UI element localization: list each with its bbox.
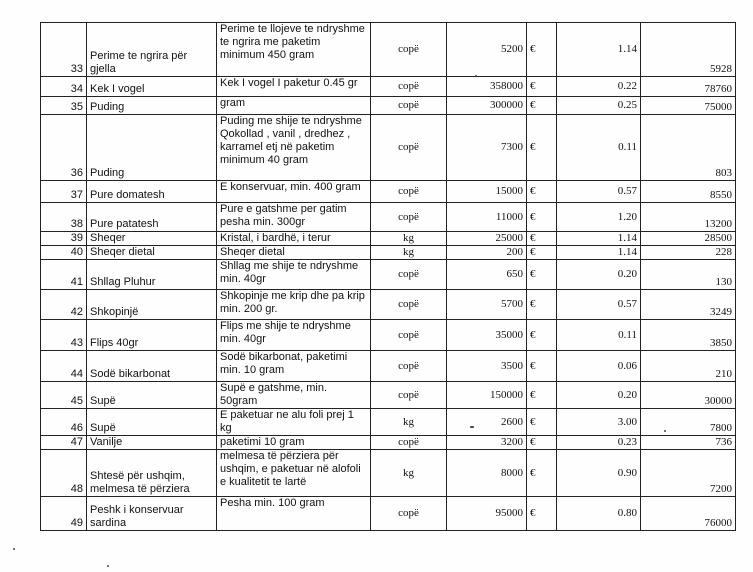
table-row — [41, 320, 736, 351]
row-number: 46 — [41, 409, 87, 436]
item-name: Puding — [87, 97, 217, 115]
item-name: Puding — [87, 115, 217, 181]
table-row — [41, 351, 736, 382]
row-number: 41 — [41, 260, 87, 290]
item-description: Kristal, i bardhë, i terur — [217, 232, 371, 246]
item-description: Flips me shije te ndryshme min. 40gr — [217, 320, 371, 351]
line-total: 75000 — [641, 97, 736, 115]
item-description: Kek I vogel I paketur 0.45 gr — [217, 77, 371, 97]
row-number: 35 — [41, 97, 87, 115]
unit-price: 0.11 — [557, 115, 641, 181]
currency-symbol: € — [527, 320, 557, 351]
quantity: 5200 — [447, 23, 527, 77]
quantity: 15000 — [447, 181, 527, 203]
currency-symbol: € — [527, 351, 557, 382]
table-row — [41, 497, 736, 531]
item-name: Vanilje — [87, 436, 217, 450]
price-table — [40, 22, 736, 531]
currency-symbol: € — [527, 181, 557, 203]
quantity: 25000 — [447, 232, 527, 246]
unit-price: 1.14 — [557, 232, 641, 246]
currency-symbol: € — [527, 436, 557, 450]
item-description: Shllag me shije te ndryshme min. 40gr — [217, 260, 371, 290]
row-number: 42 — [41, 290, 87, 320]
line-total: 3249 — [641, 290, 736, 320]
quantity: 3500 — [447, 351, 527, 382]
currency-symbol: € — [527, 246, 557, 260]
row-number: 40 — [41, 246, 87, 260]
item-name: Flips 40gr — [87, 320, 217, 351]
quantity: 3200 — [447, 436, 527, 450]
item-description: Supë e gatshme, min. 50gram — [217, 382, 371, 409]
line-total: 736 — [641, 436, 736, 450]
quantity: 150000 — [447, 382, 527, 409]
unit-of-measure: copë — [371, 97, 447, 115]
unit-of-measure: copë — [371, 290, 447, 320]
currency-symbol: € — [527, 382, 557, 409]
unit-of-measure: copë — [371, 115, 447, 181]
unit-price: 3.00 — [557, 409, 641, 436]
line-total: 13200 — [641, 203, 736, 232]
row-number: 44 — [41, 351, 87, 382]
scan-speck — [475, 75, 477, 77]
item-description: Pure e gatshme per gatim pesha min. 300gr — [217, 203, 371, 232]
table-row — [41, 23, 736, 77]
table-row — [41, 181, 736, 203]
item-name: Peshk i konservuar sardina — [87, 497, 217, 531]
unit-of-measure: copë — [371, 497, 447, 531]
quantity: 35000 — [447, 320, 527, 351]
table-row — [41, 77, 736, 97]
unit-price: 0.20 — [557, 382, 641, 409]
quantity: 5700 — [447, 290, 527, 320]
unit-of-measure: copë — [371, 260, 447, 290]
item-name: Sodë bikarbonat — [87, 351, 217, 382]
row-number: 34 — [41, 77, 87, 97]
currency-symbol: € — [527, 77, 557, 97]
line-total: 210 — [641, 351, 736, 382]
currency-symbol: € — [527, 115, 557, 181]
table-row — [41, 450, 736, 497]
row-number: 48 — [41, 450, 87, 497]
unit-price: 0.57 — [557, 181, 641, 203]
quantity: 200 — [447, 246, 527, 260]
item-name: Shllag Pluhur — [87, 260, 217, 290]
line-total: 130 — [641, 260, 736, 290]
item-description: Sodë bikarbonat, paketimi min. 10 gram — [217, 351, 371, 382]
quantity: 95000 — [447, 497, 527, 531]
unit-price: 0.23 — [557, 436, 641, 450]
scan-speck — [107, 565, 109, 567]
unit-price: 0.22 — [557, 77, 641, 97]
item-description: Puding me shije te ndryshme Qokollad , vanil , dredhez , karramel etj në paketim minimum 40 gram — [217, 115, 371, 181]
item-description: Pesha min. 100 gram — [217, 497, 371, 531]
unit-of-measure: copë — [371, 77, 447, 97]
currency-symbol: € — [527, 409, 557, 436]
line-total: 5928 — [641, 23, 736, 77]
item-name: Supë — [87, 382, 217, 409]
item-name: Shtesë për ushqim, melmesa të përziera — [87, 450, 217, 497]
table-row — [41, 203, 736, 232]
unit-of-measure: kg — [371, 450, 447, 497]
row-number: 33 — [41, 23, 87, 77]
quantity: 7300 — [447, 115, 527, 181]
unit-price: 0.25 — [557, 97, 641, 115]
currency-symbol: € — [527, 203, 557, 232]
item-name: Sheqer dietal — [87, 246, 217, 260]
item-description: E paketuar ne alu foli prej 1 kg — [217, 409, 371, 436]
unit-of-measure: copë — [371, 23, 447, 77]
unit-of-measure: copë — [371, 351, 447, 382]
line-total: 78760 — [641, 77, 736, 97]
line-total: 28500 — [641, 232, 736, 246]
currency-symbol: € — [527, 450, 557, 497]
line-total: 7200 — [641, 450, 736, 497]
unit-price: 0.20 — [557, 260, 641, 290]
quantity: 650 — [447, 260, 527, 290]
line-total: 803 — [641, 115, 736, 181]
table-row — [41, 409, 736, 436]
quantity: 358000 — [447, 77, 527, 97]
row-number: 43 — [41, 320, 87, 351]
table-row — [41, 232, 736, 246]
line-total: 7800 — [641, 409, 736, 436]
table-row — [41, 382, 736, 409]
unit-of-measure: copë — [371, 320, 447, 351]
item-description: E konservuar, min. 400 gram — [217, 181, 371, 203]
unit-price: 1.20 — [557, 203, 641, 232]
unit-of-measure: kg — [371, 409, 447, 436]
line-total: 76000 — [641, 497, 736, 531]
quantity: 11000 — [447, 203, 527, 232]
item-description: paketimi 10 gram — [217, 436, 371, 450]
unit-price: 0.57 — [557, 290, 641, 320]
currency-symbol: € — [527, 290, 557, 320]
unit-price: 0.11 — [557, 320, 641, 351]
scan-speck — [470, 426, 474, 428]
currency-symbol: € — [527, 497, 557, 531]
unit-of-measure: copë — [371, 382, 447, 409]
scan-speck — [664, 430, 666, 432]
item-name: Pure patatesh — [87, 203, 217, 232]
row-number: 37 — [41, 181, 87, 203]
line-total: 3850 — [641, 320, 736, 351]
item-name: Kek I vogel — [87, 77, 217, 97]
currency-symbol: € — [527, 260, 557, 290]
item-name: Shkopinjë — [87, 290, 217, 320]
unit-of-measure: copë — [371, 436, 447, 450]
currency-symbol: € — [527, 232, 557, 246]
row-number: 47 — [41, 436, 87, 450]
table-row — [41, 246, 736, 260]
item-description: Sheqer dietal — [217, 246, 371, 260]
row-number: 49 — [41, 497, 87, 531]
unit-of-measure: kg — [371, 232, 447, 246]
table-row — [41, 97, 736, 115]
table-row — [41, 436, 736, 450]
unit-of-measure: copë — [371, 181, 447, 203]
unit-of-measure: kg — [371, 246, 447, 260]
row-number: 39 — [41, 232, 87, 246]
currency-symbol: € — [527, 97, 557, 115]
unit-price: 0.80 — [557, 497, 641, 531]
line-total: 228 — [641, 246, 736, 260]
quantity: 300000 — [447, 97, 527, 115]
unit-price: 0.06 — [557, 351, 641, 382]
unit-of-measure: copë — [371, 203, 447, 232]
item-name: Sheqer — [87, 232, 217, 246]
table-row — [41, 260, 736, 290]
item-name: Supë — [87, 409, 217, 436]
row-number: 36 — [41, 115, 87, 181]
item-description: gram — [217, 97, 371, 115]
unit-price: 0.90 — [557, 450, 641, 497]
currency-symbol: € — [527, 23, 557, 77]
quantity: 8000 — [447, 450, 527, 497]
row-number: 38 — [41, 203, 87, 232]
line-total: 8550 — [641, 181, 736, 203]
unit-price: 1.14 — [557, 23, 641, 77]
line-total: 30000 — [641, 382, 736, 409]
row-number: 45 — [41, 382, 87, 409]
table-body — [41, 23, 736, 531]
item-description: Shkopinje me krip dhe pa krip min. 200 gr. — [217, 290, 371, 320]
table-row — [41, 115, 736, 181]
item-description: melmesa të përziera për ushqim, e paketuar në alofoli e kualitetit te lartë — [217, 450, 371, 497]
unit-price: 1.14 — [557, 246, 641, 260]
item-name: Perime te ngrira për gjella — [87, 23, 217, 77]
table-row — [41, 290, 736, 320]
item-description: Perime te llojeve te ndryshme te ngrira me paketim minimum 450 gram — [217, 23, 371, 77]
quantity: 2600 — [447, 409, 527, 436]
scan-speck — [13, 548, 15, 550]
item-name: Pure domatesh — [87, 181, 217, 203]
